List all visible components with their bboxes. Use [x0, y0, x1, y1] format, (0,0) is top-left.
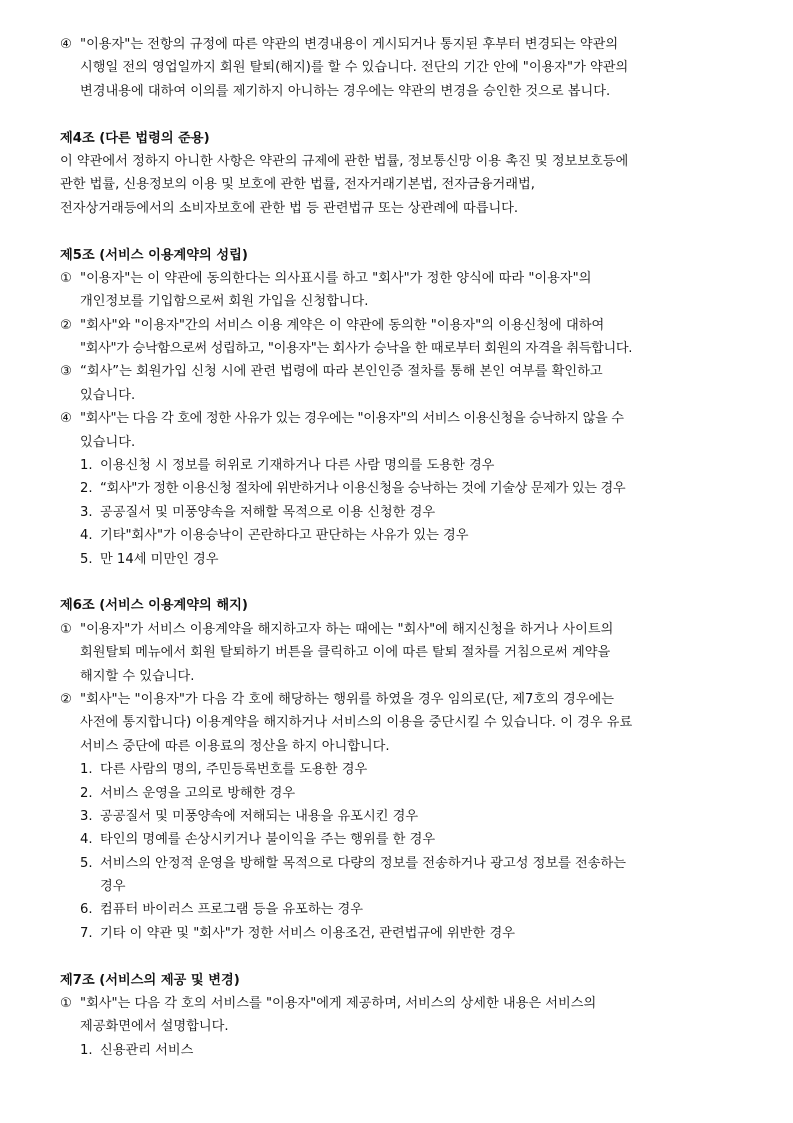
- terms-document: [60, 33, 760, 1062]
- art6-sub-item: [60, 782, 760, 805]
- art7-sub-item: [60, 1039, 760, 1062]
- art5-sub-item: [60, 501, 760, 524]
- sub-item-text: 컴퓨터 바이러스 프로그램 등을 유포하는 경우: [100, 902, 364, 918]
- item-text: "회사"는 다음 각 호에 정한 사유가 있는 경우에는 "이용자"의 서비스 이용신청을 승낙하지 않을 수: [80, 411, 624, 427]
- art5-sub-item: [60, 454, 760, 477]
- sub-item-number: 5.: [80, 551, 93, 567]
- item-text: "회사"는 "이용자"가 다음 각 호에 해당하는 행위를 하였을 경우 임의로(단, 제7호의 경우에는: [80, 691, 614, 707]
- art6-sub-item: [60, 758, 760, 781]
- sub-item-number: 4.: [80, 832, 93, 848]
- article-4-title: 제4조 (다른 법령의 준용): [60, 130, 210, 146]
- article-4-text: 전자상거래등에서의 소비자보호에 관한 법 등 관련법규 또는 상관례에 따릅니다.: [60, 200, 519, 216]
- item-number: ④: [60, 37, 72, 52]
- item-text-cont: 해지할 수 있습니다.: [80, 668, 195, 684]
- art5-sub-item: [60, 477, 760, 500]
- art5-item3: [60, 360, 760, 383]
- item-text-cont: 시행일 전의 영업일까지 회원 탈퇴(해지)를 할 수 있습니다. 전단의 기간 안에 "이용자"가 약관의: [80, 60, 629, 76]
- sub-item-text-cont: 경우: [100, 879, 126, 895]
- item-number: ①: [60, 270, 72, 286]
- sub-item-text: 서비스 운영을 고의로 방해한 경우: [100, 785, 296, 801]
- art3-item4: [60, 33, 760, 56]
- item-text-cont: 회원탈퇴 메뉴에서 회원 탈퇴하기 버튼을 클릭하고 이에 따른 탈퇴 절차를 거침으로써 계약을: [80, 645, 611, 661]
- item-text-cont: 개인정보를 기입함으로써 회원 가입을 신청합니다.: [80, 294, 369, 310]
- sub-item-text: “회사"가 정한 이용신청 절차에 위반하거나 이용신청을 승낙하는 것에 기술상 문제가 있는 경우: [100, 481, 626, 497]
- article-5-title: 제5조 (서비스 이용계약의 성립): [60, 247, 248, 263]
- article-7-title: 제7조 (서비스의 제공 및 변경): [60, 972, 240, 988]
- sub-item-number: 4.: [80, 528, 93, 544]
- item-text: "회사"는 다음 각 호의 서비스를 "이용자"에게 제공하며, 서비스의 상세한 내용은 서비스의: [80, 996, 597, 1012]
- sub-item-text: 기타 이 약관 및 "회사"가 정한 서비스 이용조건, 관련법규에 위반한 경우: [100, 925, 515, 941]
- article-4-text: 이 약관에서 정하지 아니한 사항은 약관의 규제에 관한 법률, 정보통신망 이용 촉진 및 정보보호등에: [60, 153, 629, 169]
- sub-item-text: 이용신청 시 정보를 허위로 기재하거나 다른 사람 명의를 도용한 경우: [100, 458, 495, 474]
- art5-sub-item: [60, 548, 760, 571]
- item-number: ①: [60, 621, 72, 637]
- sub-item-text: 신용관리 서비스: [100, 1042, 194, 1058]
- item-text: "이용자"는 전항의 규정에 따른 약관의 변경내용이 게시되거나 통지된 후부터 변경되는 약관의: [80, 37, 619, 52]
- art6-sub-item: [60, 898, 760, 921]
- sub-item-text: 기타"회사"가 이용승낙이 곤란하다고 판단하는 사유가 있는 경우: [100, 528, 469, 544]
- article-6-title: 제6조 (서비스 이용계약의 해지): [60, 598, 248, 614]
- sub-item-indent: [80, 875, 100, 898]
- art5-item1: [60, 267, 760, 290]
- spacer: [60, 571, 760, 594]
- art6-sub-item: [60, 922, 760, 945]
- sub-item-number: 2.: [80, 481, 93, 497]
- item-number: ②: [60, 317, 72, 333]
- sub-item-text: 다른 사람의 명의, 주민등록번호를 도용한 경우: [100, 762, 368, 778]
- sub-item-number: 7.: [80, 925, 93, 941]
- sub-item-text: 공공질서 및 미풍양속에 저해되는 내용을 유포시킨 경우: [100, 808, 419, 824]
- item-text: "이용자"는 이 약관에 동의한다는 의사표시를 하고 "회사"가 정한 양식에 따라 "이용자"의: [80, 270, 592, 286]
- art6-sub-item-cont: [60, 875, 760, 898]
- sub-item-number: 1.: [80, 762, 93, 778]
- item-text-cont: "회사"가 승낙함으로써 성립하고, "이용자"는 회사가 승낙을 한 때로부터 회원의 자격을 취득합니다.: [80, 341, 633, 357]
- art7-item1: [60, 992, 760, 1015]
- sub-item-number: 1.: [80, 1042, 93, 1058]
- item-number: ③: [60, 364, 72, 380]
- item-number: ②: [60, 691, 72, 707]
- spacer: [60, 945, 760, 968]
- article-4-text: 관한 법률, 신용정보의 이용 및 보호에 관한 법률, 전자거래기본법, 전자금융거래법,: [60, 177, 535, 193]
- spacer: [60, 103, 760, 126]
- art6-sub-item: [60, 805, 760, 828]
- art6-sub-item: [60, 828, 760, 851]
- item-text: "이용자"가 서비스 이용계약을 해지하고자 하는 때에는 "회사"에 해지신청을 하거나 사이트의: [80, 621, 614, 637]
- item-text: “회사”는 회원가입 신청 시에 관련 법령에 따라 본인인증 절차를 통해 본인 여부를 확인하고: [80, 364, 603, 380]
- art6-item2: [60, 688, 760, 711]
- sub-item-number: 3.: [80, 808, 93, 824]
- item-text-cont: 사전에 통지합니다) 이용계약을 해지하거나 서비스의 이용을 중단시킬 수 있습니다. 이 경우 유료: [80, 715, 633, 731]
- art6-item1: [60, 618, 760, 641]
- sub-item-text: 서비스의 안정적 운영을 방해할 목적으로 다량의 정보를 전송하거나 광고성 정보를 전송하는: [100, 855, 627, 871]
- sub-item-number: 5.: [80, 855, 93, 871]
- art5-item4: [60, 407, 760, 430]
- item-text-cont: 있습니다.: [80, 434, 136, 450]
- item-text-cont: 있습니다.: [80, 387, 136, 403]
- sub-item-number: 2.: [80, 785, 93, 801]
- art6-sub-item: [60, 852, 760, 875]
- sub-item-number: 3.: [80, 504, 93, 520]
- item-text-cont: 제공화면에서 설명합니다.: [80, 1019, 229, 1035]
- item-number: ①: [60, 996, 72, 1012]
- sub-item-number: 6.: [80, 902, 93, 918]
- sub-item-text: 공공질서 및 미풍양속을 저해할 목적으로 이용 신청한 경우: [100, 504, 436, 520]
- art5-sub-item: [60, 524, 760, 547]
- item-number: ④: [60, 411, 72, 427]
- sub-item-text: 타인의 명예를 손상시키거나 불이익을 주는 행위를 한 경우: [100, 832, 436, 848]
- spacer: [60, 220, 760, 243]
- item-text-cont: 변경내용에 대하여 이의를 제기하지 아니하는 경우에는 약관의 변경을 승인한 것으로 봅니다.: [80, 83, 611, 99]
- item-text: "회사"와 "이용자"간의 서비스 이용 계약은 이 약관에 동의한 "이용자"의 이용신청에 대하여: [80, 317, 605, 333]
- sub-item-text: 만 14세 미만인 경우: [100, 551, 219, 567]
- sub-item-number: 1.: [80, 458, 93, 474]
- art5-item2: [60, 314, 760, 337]
- item-text-cont: 서비스 중단에 따른 이용료의 정산을 하지 아니합니다.: [80, 738, 390, 754]
